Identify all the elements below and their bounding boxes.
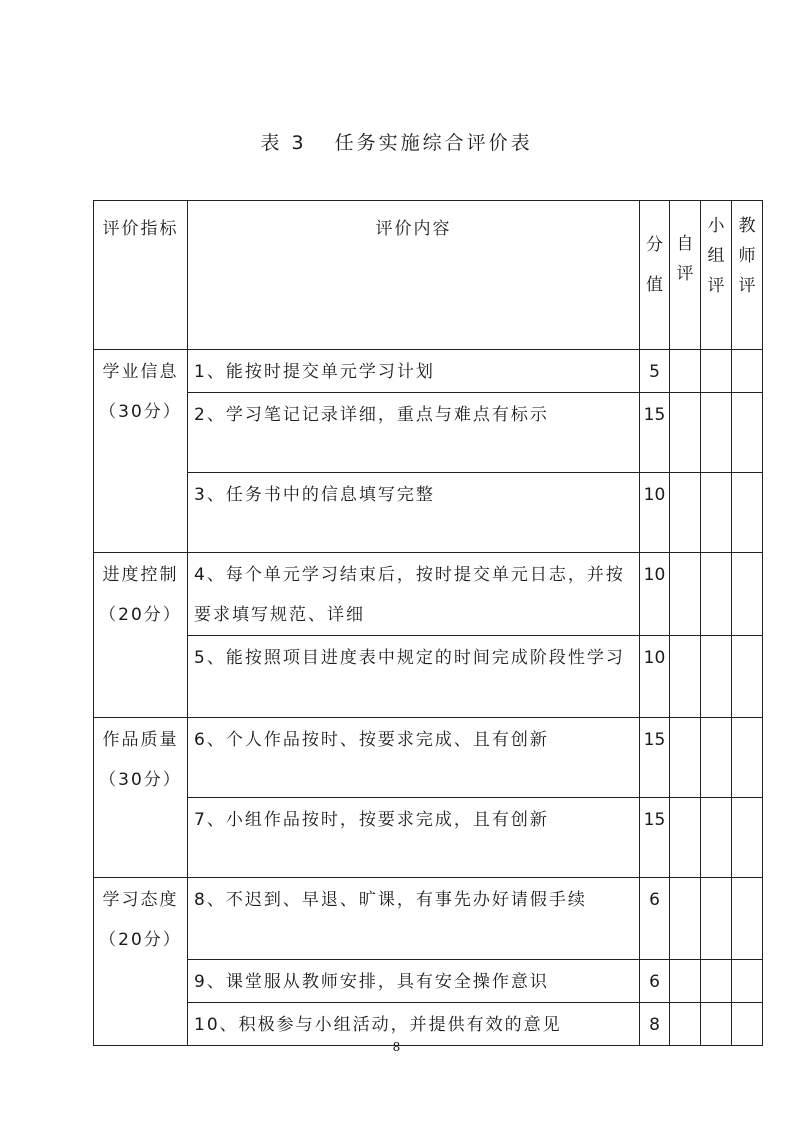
group-eval-cell[interactable] (701, 636, 732, 718)
score-cell: 15 (640, 798, 670, 878)
header-content: 评价内容 (188, 201, 640, 350)
indicator-cell: 作品质量（30分） (94, 718, 188, 878)
content-cell: 7、小组作品按时，按要求完成，且有创新 (188, 798, 640, 878)
table-row (94, 960, 763, 1003)
self-eval-cell[interactable] (670, 718, 701, 798)
header-self: 自评 (670, 201, 701, 350)
score-cell: 10 (640, 473, 670, 553)
table-row (94, 553, 763, 636)
table-title: 任务实施综合评价表 (334, 132, 533, 154)
group-eval-cell[interactable] (701, 718, 732, 798)
evaluation-table (93, 200, 763, 1046)
table-number: 表 3 (260, 132, 307, 154)
header-score: 分值 (640, 201, 670, 350)
score-cell: 15 (640, 718, 670, 798)
group-eval-cell[interactable] (701, 798, 732, 878)
teacher-eval-cell[interactable] (732, 393, 763, 473)
content-cell: 1、能按时提交单元学习计划 (188, 350, 640, 393)
group-eval-cell[interactable] (701, 553, 732, 636)
teacher-eval-cell[interactable] (732, 473, 763, 553)
content-cell: 5、能按照项目进度表中规定的时间完成阶段性学习 (188, 636, 640, 718)
page-number: 8 (392, 1040, 401, 1054)
self-eval-cell[interactable] (670, 960, 701, 1003)
self-eval-cell[interactable] (670, 473, 701, 553)
table-row (94, 636, 763, 718)
content-cell: 9、课堂服从教师安排，具有安全操作意识 (188, 960, 640, 1003)
teacher-eval-cell[interactable] (732, 798, 763, 878)
self-eval-cell[interactable] (670, 553, 701, 636)
teacher-eval-cell[interactable] (732, 718, 763, 798)
page-title (0, 128, 793, 155)
header-teacher: 教师评 (732, 201, 763, 350)
score-cell: 15 (640, 393, 670, 473)
teacher-eval-cell[interactable] (732, 878, 763, 960)
indicator-cell: 学业信息（30分） (94, 350, 188, 553)
score-cell: 10 (640, 553, 670, 636)
self-eval-cell[interactable] (670, 636, 701, 718)
content-cell: 3、任务书中的信息填写完整 (188, 473, 640, 553)
table-row (94, 350, 763, 393)
content-cell: 8、不迟到、早退、旷课，有事先办好请假手续 (188, 878, 640, 960)
teacher-eval-cell[interactable] (732, 553, 763, 636)
group-eval-cell[interactable] (701, 350, 732, 393)
score-cell: 8 (640, 1003, 670, 1046)
score-cell: 5 (640, 350, 670, 393)
score-cell: 10 (640, 636, 670, 718)
table-row (94, 473, 763, 553)
indicator-cell: 学习态度（20分） (94, 878, 188, 1046)
teacher-eval-cell[interactable] (732, 960, 763, 1003)
content-cell: 6、个人作品按时、按要求完成、且有创新 (188, 718, 640, 798)
self-eval-cell[interactable] (670, 393, 701, 473)
content-cell: 4、每个单元学习结束后，按时提交单元日志，并按要求填写规范、详细 (188, 553, 640, 636)
teacher-eval-cell[interactable] (732, 636, 763, 718)
score-cell: 6 (640, 960, 670, 1003)
table-row (94, 393, 763, 473)
score-cell: 6 (640, 878, 670, 960)
teacher-eval-cell[interactable] (732, 350, 763, 393)
group-eval-cell[interactable] (701, 878, 732, 960)
header-row (94, 201, 763, 350)
table-row (94, 718, 763, 798)
header-indicator: 评价指标 (94, 201, 188, 350)
group-eval-cell[interactable] (701, 960, 732, 1003)
self-eval-cell[interactable] (670, 878, 701, 960)
group-eval-cell[interactable] (701, 473, 732, 553)
indicator-cell: 进度控制（20分） (94, 553, 188, 718)
content-cell: 2、学习笔记记录详细，重点与难点有标示 (188, 393, 640, 473)
table-row (94, 878, 763, 960)
content-cell: 10、积极参与小组活动，并提供有效的意见 (188, 1003, 640, 1046)
header-group: 小组评 (701, 201, 732, 350)
self-eval-cell[interactable] (670, 798, 701, 878)
self-eval-cell[interactable] (670, 350, 701, 393)
table-row (94, 798, 763, 878)
group-eval-cell[interactable] (701, 393, 732, 473)
